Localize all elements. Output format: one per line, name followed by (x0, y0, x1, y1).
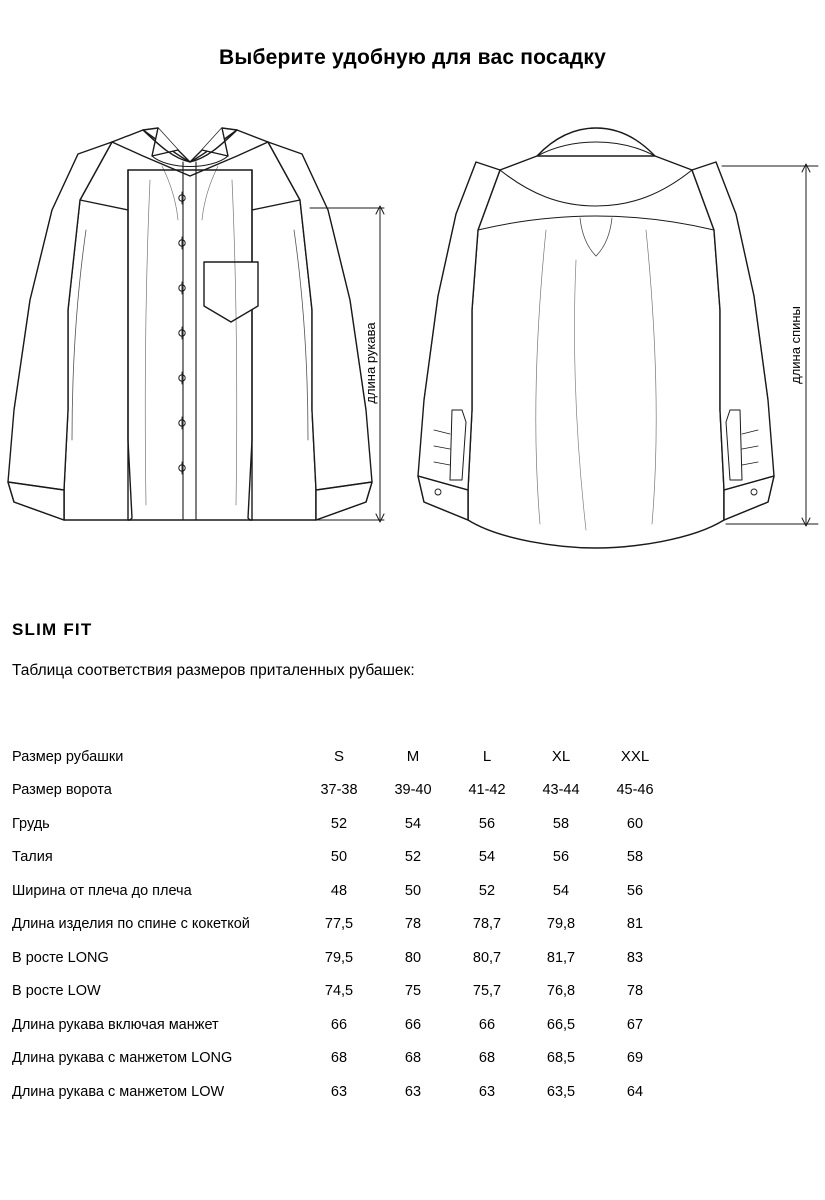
fit-name: SLIM FIT (12, 620, 93, 639)
cell-value: 78 (404, 916, 422, 933)
cell-value: 41-42 (468, 782, 506, 799)
row-label: Ширина от плеча до плеча (12, 882, 192, 899)
back-shirt-illustration (418, 128, 774, 548)
cell-value: 52 (478, 882, 496, 899)
table-row (12, 975, 672, 1009)
cell-value: 54 (552, 882, 570, 899)
cell-value: 68 (478, 1050, 496, 1067)
cell-value: 81 (626, 916, 644, 933)
table-row (12, 874, 672, 908)
table-row (12, 774, 672, 808)
cell-value: 79,5 (324, 949, 354, 966)
sleeve-length-label: длина рукава (363, 322, 378, 404)
cell-value: 63 (330, 1083, 348, 1100)
cell-value: 56 (626, 882, 644, 899)
cell-value: 80 (404, 949, 422, 966)
row-label: В росте LOW (12, 983, 101, 1000)
cell-value: 60 (626, 815, 644, 832)
cell-value: 56 (552, 849, 570, 866)
table-header-row (12, 740, 672, 774)
cell-value: 63 (478, 1083, 496, 1100)
cell-value: 68 (404, 1050, 422, 1067)
front-shirt-illustration (8, 128, 372, 520)
row-label: Грудь (12, 815, 50, 832)
cell-value: 77,5 (324, 916, 354, 933)
cell-value: 45-46 (616, 782, 654, 799)
column-header-s: S (333, 748, 344, 766)
column-header-m: M (406, 748, 420, 766)
size-chart-table (12, 740, 672, 1109)
table-row (12, 841, 672, 875)
cell-value: 58 (626, 849, 644, 866)
cell-value: 66 (478, 1016, 496, 1033)
cell-value: 75,7 (472, 983, 502, 1000)
row-label: Длина рукава включая манжет (12, 1016, 219, 1033)
cell-value: 39-40 (394, 782, 432, 799)
table-row (12, 908, 672, 942)
column-header-xxl: XXL (620, 748, 650, 766)
row-label: В росте LONG (12, 949, 109, 966)
cell-value: 63,5 (546, 1083, 576, 1100)
cell-value: 52 (404, 849, 422, 866)
cell-value: 54 (404, 815, 422, 832)
table-header-label: Размер рубашки (12, 748, 124, 765)
table-row (12, 941, 672, 975)
cell-value: 79,8 (546, 916, 576, 933)
row-label: Талия (12, 849, 53, 866)
cell-value: 80,7 (472, 949, 502, 966)
page-title: Выберите удобную для вас посадку (218, 46, 607, 69)
cell-value: 76,8 (546, 983, 576, 1000)
cell-value: 58 (552, 815, 570, 832)
table-row (12, 1008, 672, 1042)
table-row (12, 1042, 672, 1076)
cell-value: 50 (404, 882, 422, 899)
cell-value: 68,5 (546, 1050, 576, 1067)
cell-value: 66,5 (546, 1016, 576, 1033)
cell-value: 68 (330, 1050, 348, 1067)
cell-value: 50 (330, 849, 348, 866)
cell-value: 54 (478, 849, 496, 866)
cell-value: 56 (478, 815, 496, 832)
shirt-diagrams (0, 110, 825, 560)
cell-value: 52 (330, 815, 348, 832)
row-label: Длина изделия по спине с кокеткой (12, 916, 250, 933)
cell-value: 63 (404, 1083, 422, 1100)
row-label: Размер ворота (12, 782, 112, 799)
cell-value: 67 (626, 1016, 644, 1033)
row-label: Длина рукава с манжетом LONG (12, 1050, 233, 1067)
cell-value: 83 (626, 949, 644, 966)
cell-value: 66 (330, 1016, 348, 1033)
table-row (12, 1075, 672, 1109)
column-header-xl: XL (551, 748, 571, 766)
cell-value: 75 (404, 983, 422, 1000)
cell-value: 43-44 (542, 782, 580, 799)
cell-value: 78 (626, 983, 644, 1000)
fit-subtitle: Таблица соответствия размеров приталенных рубашек: (12, 662, 415, 679)
back-length-label: длина спины (788, 306, 803, 384)
cell-value: 81,7 (546, 949, 576, 966)
row-label: Длина рукава с манжетом LOW (12, 1083, 225, 1100)
cell-value: 37-38 (320, 782, 358, 799)
cell-value: 69 (626, 1050, 644, 1067)
cell-value: 48 (330, 882, 348, 899)
cell-value: 64 (626, 1083, 644, 1100)
cell-value: 66 (404, 1016, 422, 1033)
column-header-l: L (482, 748, 492, 766)
cell-value: 78,7 (472, 916, 502, 933)
cell-value: 74,5 (324, 983, 354, 1000)
table-row (12, 807, 672, 841)
size-chart-body (12, 740, 672, 1109)
